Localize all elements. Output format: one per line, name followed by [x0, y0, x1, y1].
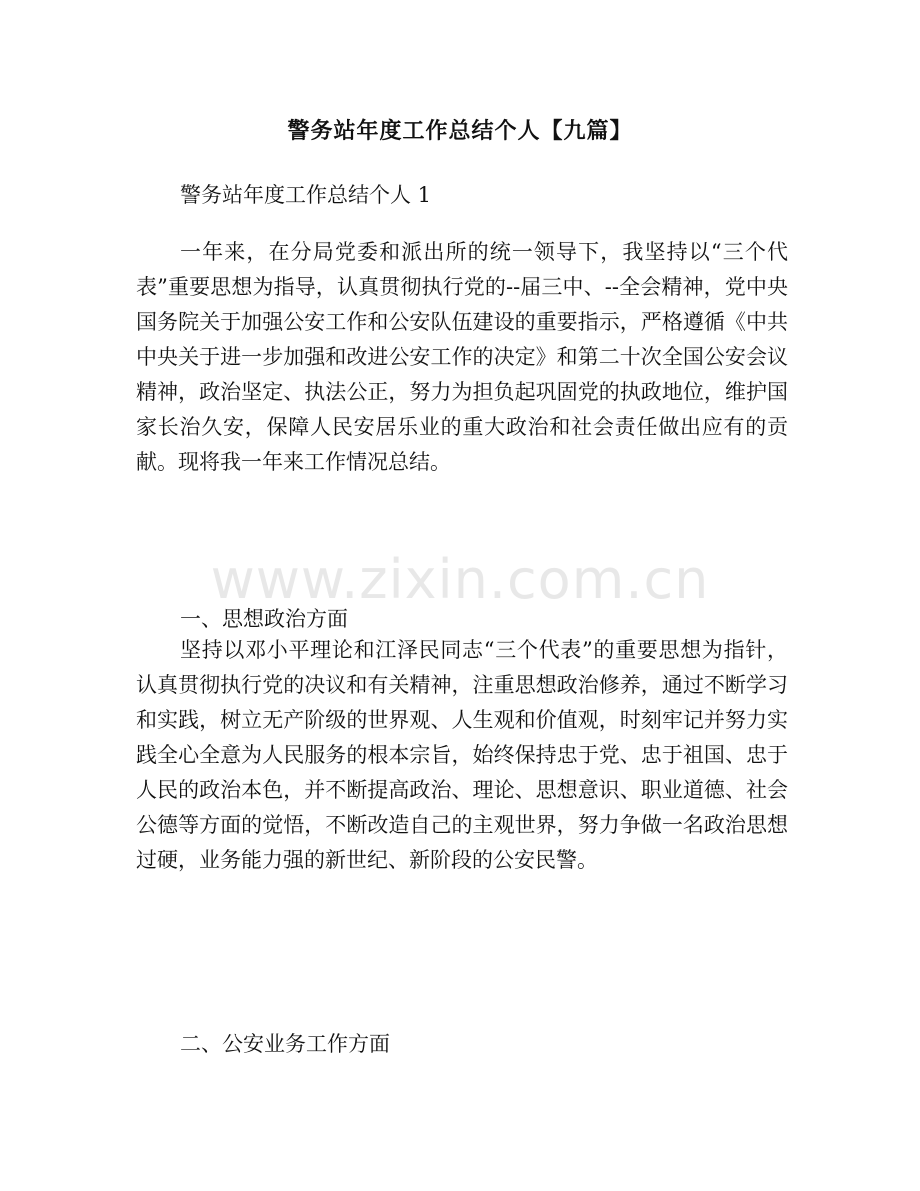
section-heading-ideology: 一、思想政治方面: [180, 607, 348, 631]
document-subtitle: 警务站年度工作总结个人 1: [180, 183, 432, 207]
document-title: 警务站年度工作总结个人【九篇】: [287, 119, 633, 144]
paragraph-intro: 一年来，在分局党委和派出所的统一领导下，我坚持以“三个代表”重要思想为指导，认真贯彻执行党的--届三中、--全会精神，党中央国务院关于加强公安工作和公安队伍建设的重要指示，严格遵循《中共中央关于进一步加强和改进公安工作的决定》和第二十次全国公安会议精神，政治坚定、执法公正，努力为担负起巩固党的执政地位，维护国家长治久安，保障人民安居乐业的重大政治和社会责任做出应有的贡献。现将我一年来工作情况总结。: [136, 240, 788, 474]
paragraph-ideology: 坚持以邓小平理论和江泽民同志“三个代表”的重要思想为指针，认真贯彻执行党的决议和有关精神，注重思想政治修养，通过不断学习和实践，树立无产阶级的世界观、人生观和价值观，时刻牢记并努力实践全心全意为人民服务的根本宗旨，始终保持忠于党、忠于祖国、忠于人民的政治本色，并不断提高政治、理论、思想意识、职业道德、社会公德等方面的觉悟，不断改造自己的主观世界，努力争做一名政治思想过硬，业务能力强的新世纪、新阶段的公安民警。: [136, 638, 788, 872]
section-heading-police-work: 二、公安业务工作方面: [180, 1032, 390, 1056]
watermark: www.zixin.com.cn: [210, 548, 710, 611]
